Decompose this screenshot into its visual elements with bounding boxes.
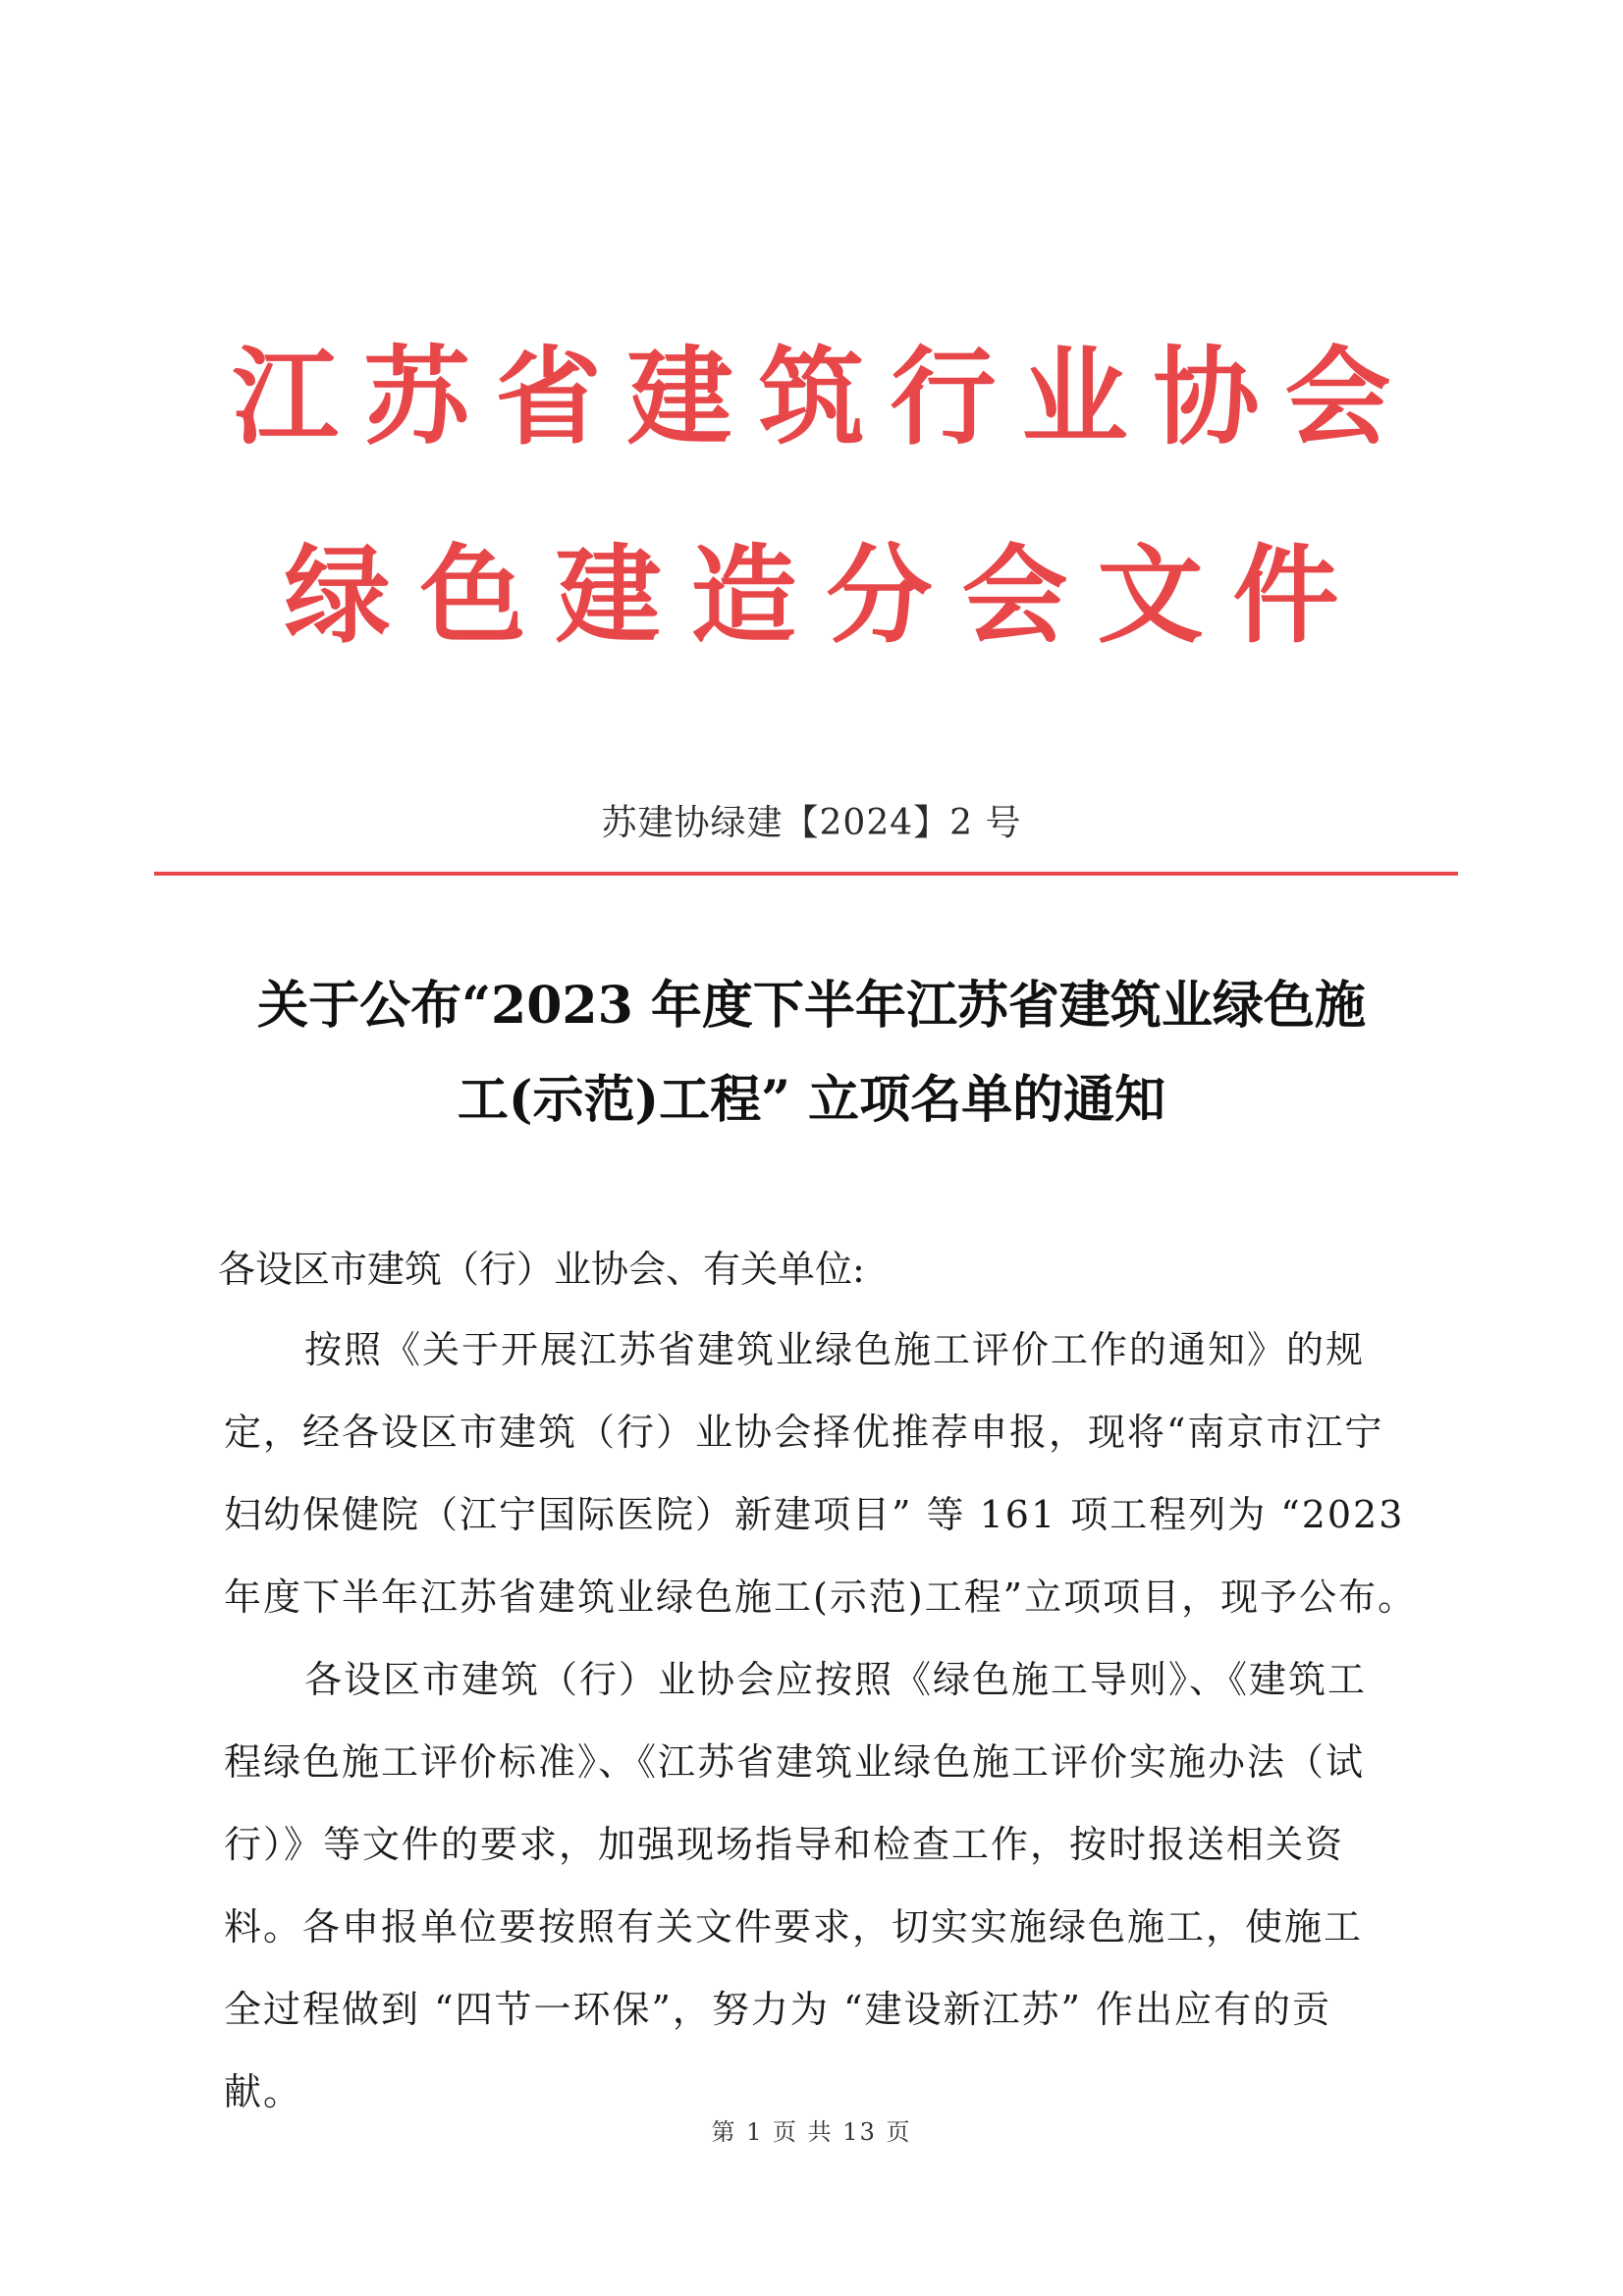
page-footer: 第 1 页 共 13 页 xyxy=(711,2118,912,2146)
issuer-title-line-1: 江苏省建筑行业协会 xyxy=(232,337,1417,459)
body-line: 定，经各设区市建筑（行）业协会择优推荐申报，现将“南京市江宁 xyxy=(224,1411,1384,1454)
issuer-title-line-2: 绿色建造分会文件 xyxy=(284,535,1369,658)
notice-title-line-1: 关于公布“2023 年度下半年江苏省建筑业绿色施 xyxy=(257,976,1366,1036)
red-divider xyxy=(154,872,1458,876)
body-line: 行）》等文件的要求，加强现场指导和检查工作，按时报送相关资 xyxy=(224,1823,1345,1866)
body-line: 妇幼保健院（江宁国际医院）新建项目” 等 161 项工程列为 “2023 xyxy=(224,1493,1405,1536)
body-line: 各设区市建筑（行）业协会应按照《绿色施工导则》、《建筑工 xyxy=(304,1658,1368,1701)
body-line: 全过程做到 “四节一环保”，努力为 “建设新江苏” 作出应有的贡 xyxy=(224,1988,1331,2031)
body-line: 献。 xyxy=(224,2070,303,2113)
body-line: 年度下半年江苏省建筑业绿色施工(示范)工程”立项项目，现予公布。 xyxy=(224,1575,1418,1619)
document-number: 苏建协绿建【2024】2 号 xyxy=(601,803,1022,843)
notice-title-line-2: 工(示范)工程” 立项名单的通知 xyxy=(457,1070,1166,1130)
body-line: 料。各申报单位要按照有关文件要求，切实实施绿色施工，使施工 xyxy=(224,1905,1364,1949)
body-line: 程绿色施工评价标准》、《江苏省建筑业绿色施工评价实施办法（试 xyxy=(224,1740,1366,1784)
salutation: 各设区市建筑（行）业协会、有关单位: xyxy=(218,1248,865,1291)
body-line: 按照《关于开展江苏省建筑业绿色施工评价工作的通知》的规 xyxy=(304,1328,1366,1371)
